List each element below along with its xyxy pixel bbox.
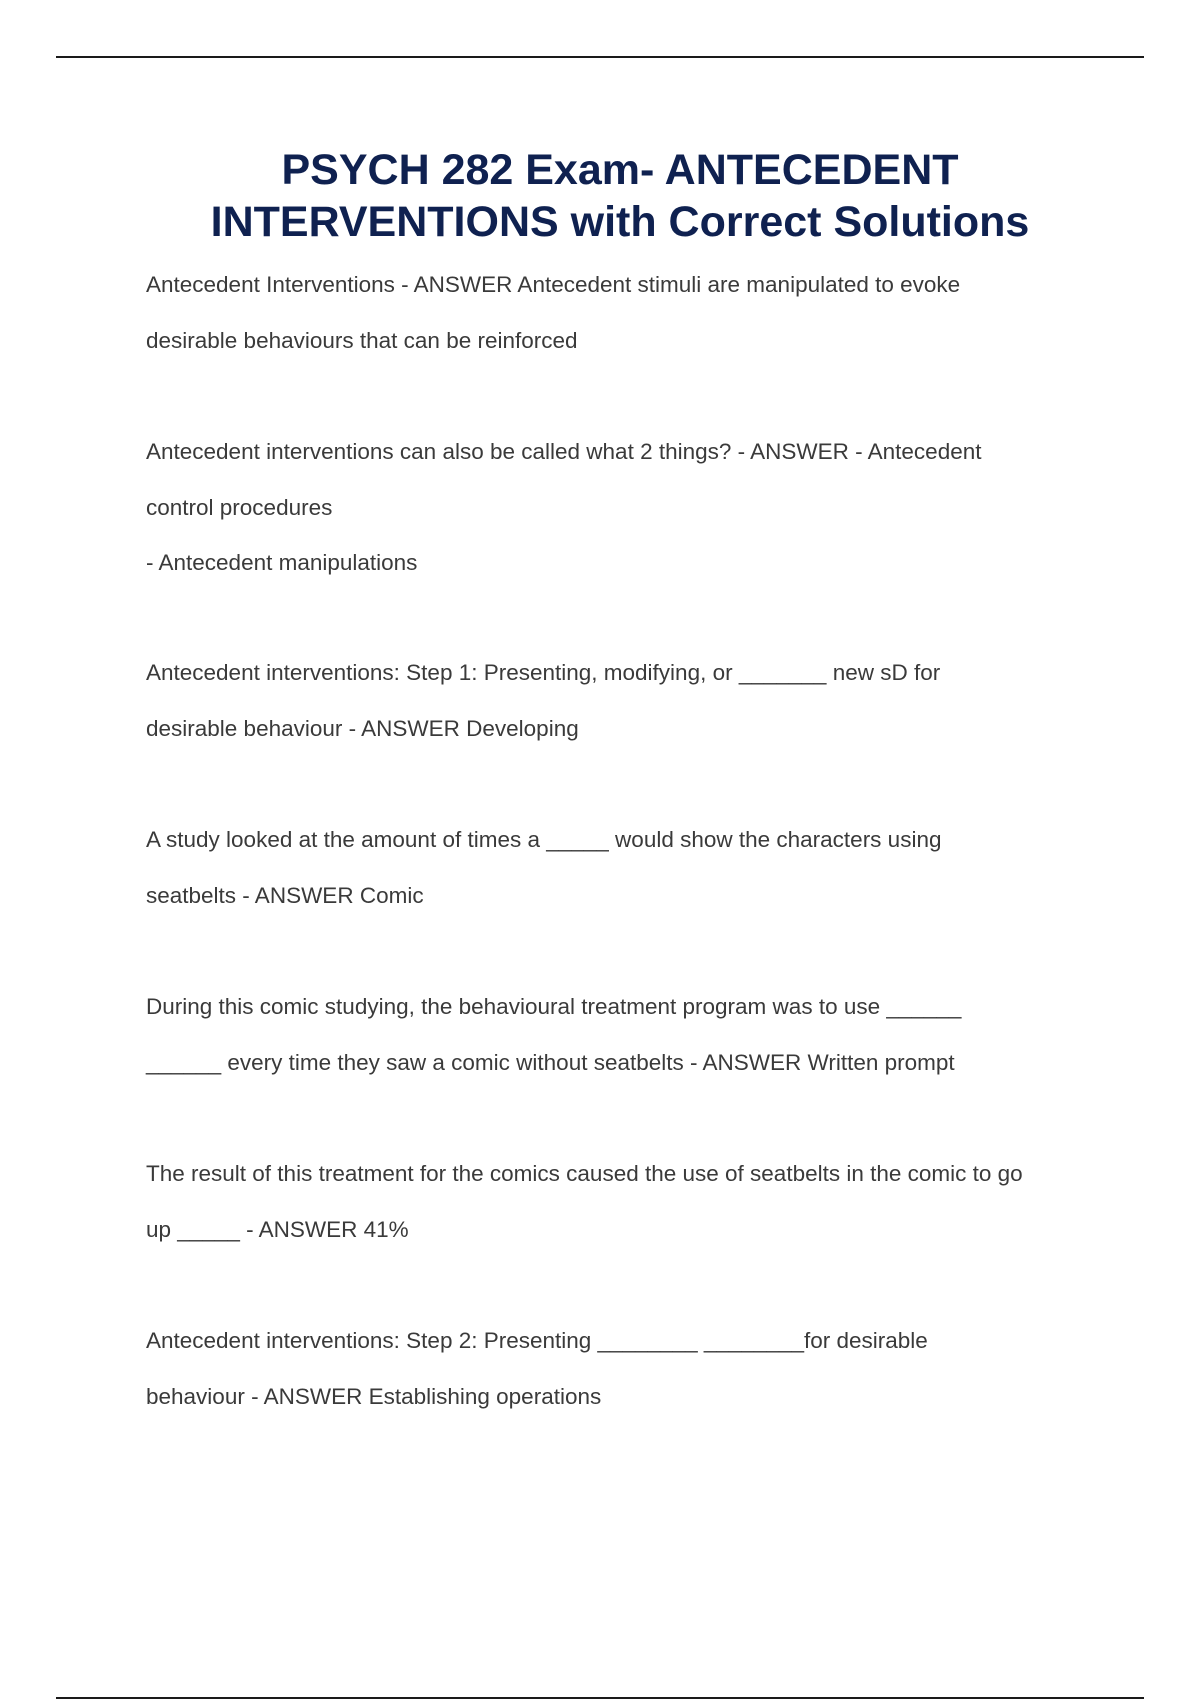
qa-line: behaviour - ANSWER Establishing operations	[146, 1384, 602, 1409]
title-line-2: INTERVENTIONS with Correct Solutions	[210, 198, 1030, 246]
qa-line: The result of this treatment for the comics caused the use of seatbelts in the comic to go	[146, 1161, 1023, 1186]
qa-line: - Antecedent manipulations	[146, 550, 418, 575]
qa-line: seatbelts - ANSWER Comic	[146, 883, 424, 908]
title-line-1: PSYCH 282 Exam- ANTECEDENT	[281, 146, 959, 194]
qa-line: ______ every time they saw a comic without seatbelts - ANSWER Written prompt	[146, 1050, 955, 1075]
qa-line: During this comic studying, the behavioural treatment program was to use ______	[146, 994, 962, 1019]
qa-line: Antecedent interventions: Step 1: Presenting, modifying, or _______ new sD for	[146, 660, 941, 685]
qa-line: Antecedent interventions can also be called what 2 things? - ANSWER - Antecedent	[146, 439, 982, 464]
qa-item-6	[146, 1146, 1106, 1258]
qa-item-7	[146, 1313, 1106, 1425]
qa-item-1	[146, 257, 1106, 369]
qa-item-4	[146, 812, 1106, 924]
top-rule	[56, 56, 1144, 58]
bottom-rule	[56, 1697, 1144, 1699]
qa-line: A study looked at the amount of times a _____ would show the characters using	[146, 827, 942, 852]
document-title	[100, 144, 1140, 248]
qa-line: up _____ - ANSWER 41%	[146, 1217, 409, 1242]
qa-line: Antecedent Interventions - ANSWER Antecedent stimuli are manipulated to evoke	[146, 272, 961, 297]
qa-item-5	[146, 979, 1106, 1091]
qa-line: control procedures	[146, 495, 333, 520]
qa-item-2	[146, 424, 1106, 590]
qa-line: Antecedent interventions: Step 2: Presenting ________ ________for desirable	[146, 1328, 928, 1353]
qa-list	[146, 257, 1106, 1480]
qa-item-3	[146, 645, 1106, 757]
qa-line: desirable behaviour - ANSWER Developing	[146, 716, 579, 741]
qa-line: desirable behaviours that can be reinforced	[146, 328, 578, 353]
